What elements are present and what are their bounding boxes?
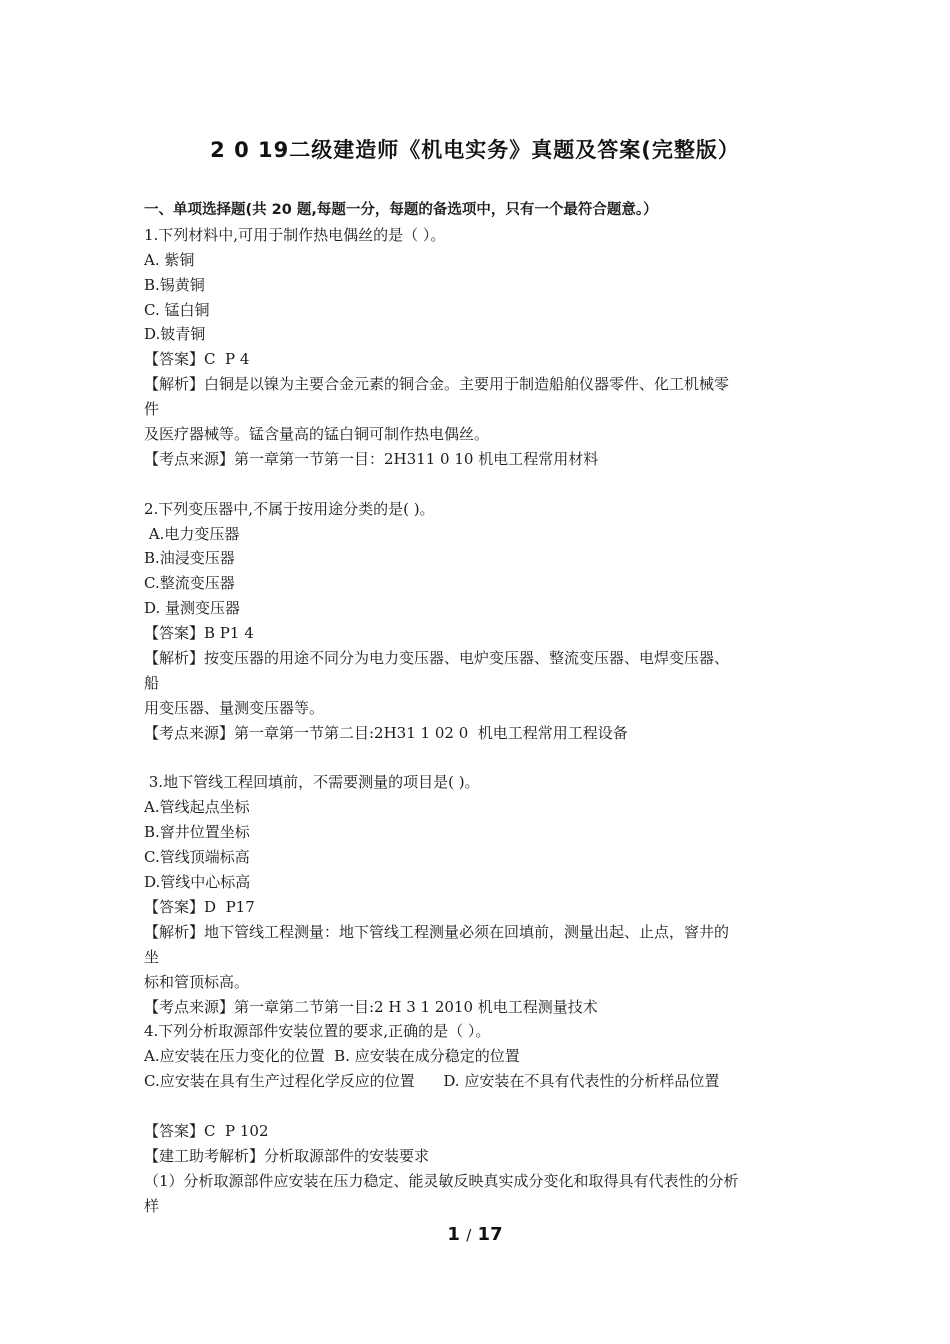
page-separator: / (466, 1226, 472, 1244)
question-2-stem: 2.下列变压器中,不属于按用途分类的是( )。 (144, 499, 435, 518)
question-4-options-row: C.应安装在具有生产过程化学反应的位置 D. 应安装在不具有代表性的分析样品位置 (144, 1072, 720, 1091)
question-4-options-row: A.应安装在压力变化的位置 B. 应安装在成分稳定的位置 (144, 1047, 520, 1066)
question-4-stem: 4.下列分析取源部件安装位置的要求,正确的是（ ）。 (144, 1022, 491, 1041)
document-body (144, 198, 814, 1219)
question-1-option-c: C. 锰白铜 (144, 300, 210, 319)
question-2-answer: 【答案】B P1 4 (144, 624, 254, 643)
question-3-analysis-line: 【解析】地下管线工程测量：地下管线工程测量必须在回填前，测量出起、止点，窨井的 (144, 922, 730, 941)
question-3-option-a: A.管线起点坐标 (144, 798, 250, 817)
paragraph-gap (144, 1094, 814, 1119)
question-3-answer: 【答案】D P17 (144, 897, 255, 916)
question-3-analysis-line: 坐 (144, 947, 160, 966)
question-1-option-b: B.锡黄铜 (144, 275, 205, 294)
paragraph-gap (144, 746, 814, 771)
question-1-answer: 【答案】C P 4 (144, 350, 250, 369)
page-current: 1 (447, 1224, 460, 1245)
question-2-analysis-line: 船 (144, 673, 160, 692)
question-1-stem: 1.下列材料中,可用于制作热电偶丝的是（ ）。 (144, 225, 446, 244)
question-1-analysis-line: 件 (144, 400, 160, 419)
question-4-answer: 【答案】C P 102 (144, 1121, 269, 1140)
question-2-source: 【考点来源】第一章第一节第二目:2H31 1 02 0 机电工程常用工程设备 (144, 723, 628, 742)
question-3-analysis-line: 标和管顶标高。 (144, 972, 250, 991)
question-4-analysis-line: （1）分析取源部件应安装在压力稳定、能灵敏反映真实成分变化和取得具有代表性的分析 (144, 1171, 739, 1190)
question-3-option-c: C.管线顶端标高 (144, 848, 250, 867)
question-3-option-d: D.管线中心标高 (144, 873, 251, 892)
question-1-option-a: A. 紫铜 (144, 250, 195, 269)
question-2-option-d: D. 量测变压器 (144, 599, 241, 618)
question-2-option-a: A.电力变压器 (144, 524, 240, 543)
question-2-analysis-line: 用变压器、量测变压器等。 (144, 698, 325, 717)
document-title: 2 0 19二级建造师《机电实务》真题及答案(完整版） (210, 138, 740, 162)
question-3-stem: 3.地下管线工程回填前，不需要测量的项目是( )。 (144, 773, 480, 792)
question-1-source: 【考点来源】第一章第一节第一目：2H311 0 10 机电工程常用材料 (144, 449, 599, 468)
question-1-analysis-line: 【解析】白铜是以镍为主要合金元素的铜合金。主要用于制造船舶仪器零件、化工机械零 (144, 375, 730, 394)
question-2-option-b: B.油浸变压器 (144, 549, 235, 568)
question-2-option-c: C.整流变压器 (144, 574, 235, 593)
paragraph-gap (144, 472, 814, 497)
page-total: 17 (477, 1224, 503, 1245)
question-1-analysis-line: 及医疗器械等。锰含量高的锰白铜可制作热电偶丝。 (144, 425, 490, 444)
question-4-analysis-label: 【建工助考解析】分析取源部件的安装要求 (144, 1146, 430, 1165)
question-2-analysis-line: 【解析】按变压器的用途不同分为电力变压器、电炉变压器、整流变压器、电焊变压器、 (144, 649, 730, 668)
question-3-source: 【考点来源】第一章第二节第一目:2 H 3 1 2010 机电工程测量技术 (144, 997, 598, 1016)
question-4-analysis-line: 样 (144, 1196, 160, 1215)
question-1-option-d: D.铍青铜 (144, 325, 206, 344)
section-heading: 一、单项选择题(共 20 题,每题一分，每题的备选项中，只有一个最符合题意。） (144, 202, 658, 218)
page-number (0, 1224, 950, 1245)
question-3-option-b: B.窨井位置坐标 (144, 823, 250, 842)
